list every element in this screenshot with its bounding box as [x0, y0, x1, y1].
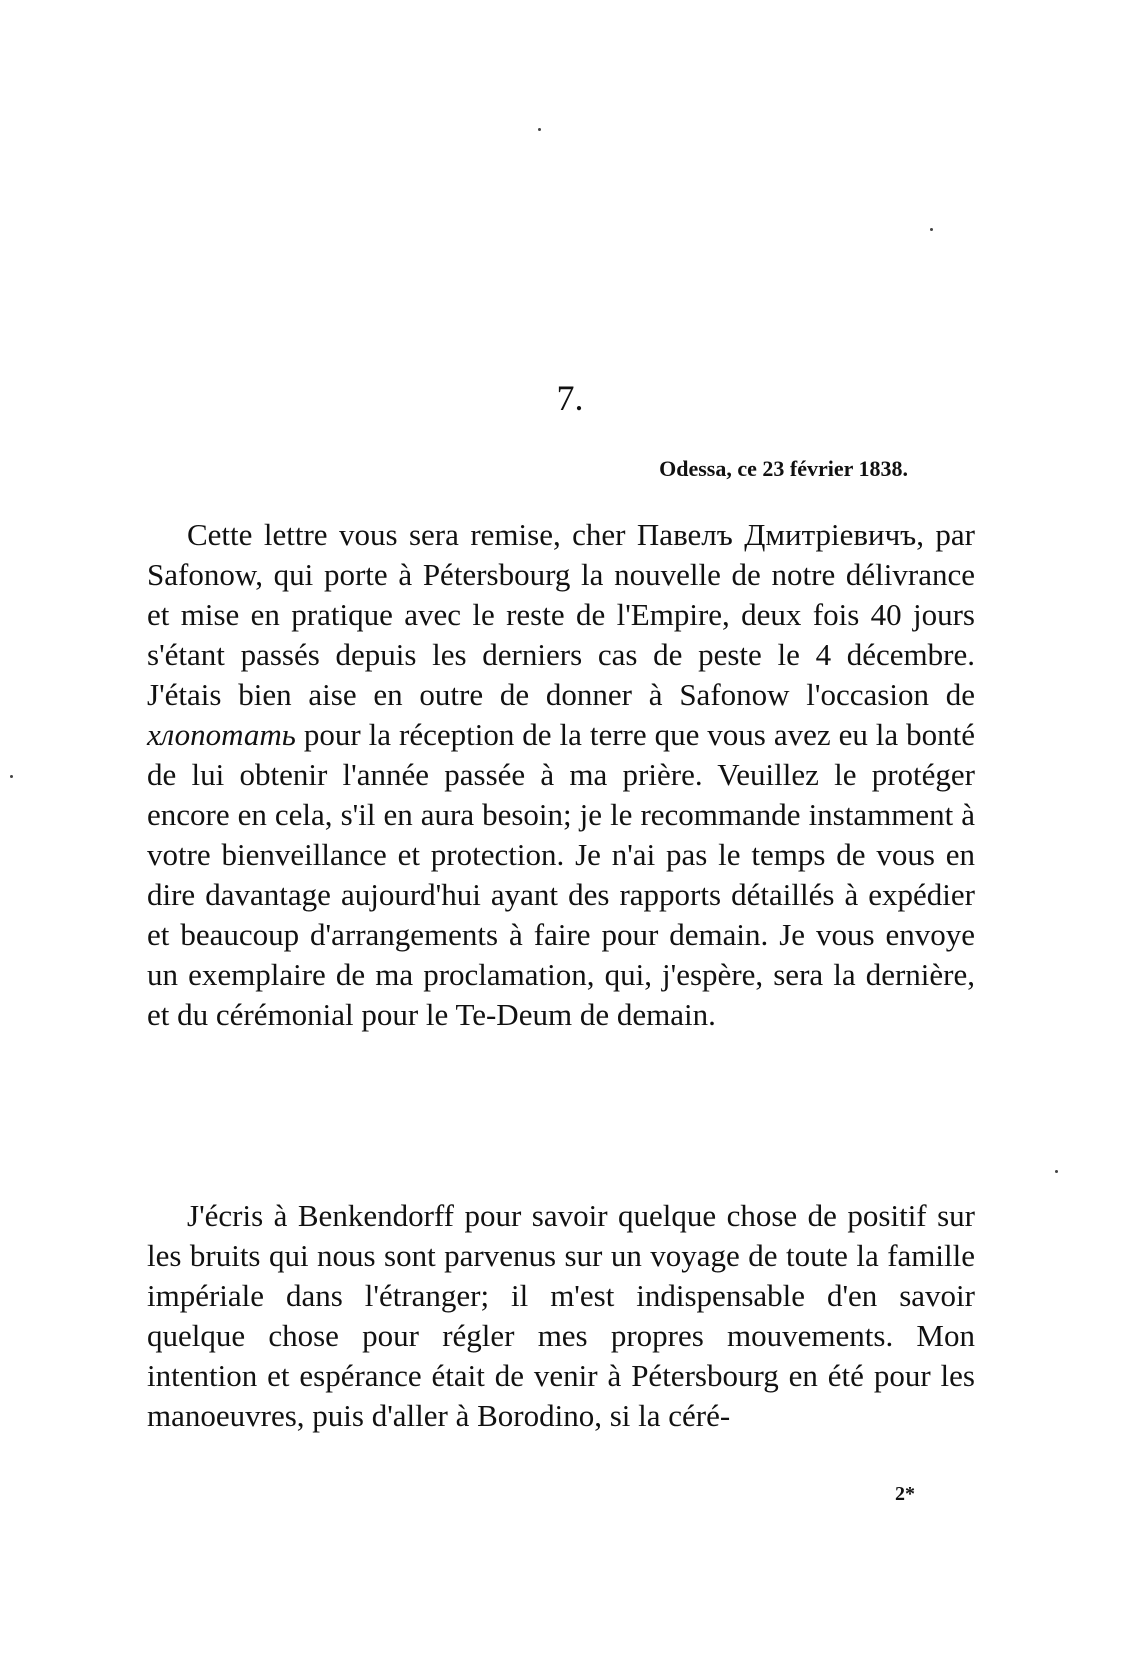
- scan-speck: [930, 228, 933, 231]
- paragraph-1-part-1: Cette lettre vous sera remise, cher Павелъ Дмитріевичъ, par Safonow, qui porte à Pétersbourg la nouvelle de notre délivrance et mise en pratique avec le reste de l'Empire, deux fois 40 jours s'étant passés depuis les derniers cas de peste le 4 décembre. J'étais bien aise en outre de donner à Safonow l'occasion de: [147, 517, 975, 712]
- signature-mark: 2*: [895, 1483, 915, 1505]
- paragraph-1-text: [147, 515, 975, 1035]
- paragraph-2: [147, 1196, 975, 1436]
- scan-speck: [10, 775, 13, 778]
- paragraph-2-text: J'écris à Benkendorff pour savoir quelque chose de positif sur les bruits qui nous sont parvenus sur un voyage de toute la famille impériale dans l'étranger; il m'est indispensable d'en savoir quelque chose pour régler mes propres mouvements. Mon intention et espérance était de venir à Pétersbourg en été pour les manoeuvres, puis d'aller à Borodino, si la céré-: [147, 1198, 975, 1433]
- paragraph-1-italic-word: хлопотать: [147, 717, 296, 752]
- dateline: Odessa, ce 23 février 1838.: [659, 456, 908, 481]
- paragraph-1-part-2: pour la réception de la terre que vous avez eu la bonté de lui obtenir l'année passée à ma prière. Veuillez le protéger encore en cela, s'il en aura besoin; je le recommande instamment à votre bienveillance et protection. Je n'ai pas le temps de vous en dire davantage aujourd'hui ayant des rapports détaillés à expédier et beaucoup d'arrangements à faire pour demain. Je vous envoye un exemplaire de ma proclamation, qui, j'espère, sera la dernière, et du cérémonial pour le Te-Deum de demain.: [147, 717, 975, 1032]
- paragraph-1: [147, 515, 975, 1035]
- scan-speck: [1055, 1170, 1058, 1173]
- scan-speck: [538, 128, 541, 131]
- letter-number: 7.: [556, 378, 584, 418]
